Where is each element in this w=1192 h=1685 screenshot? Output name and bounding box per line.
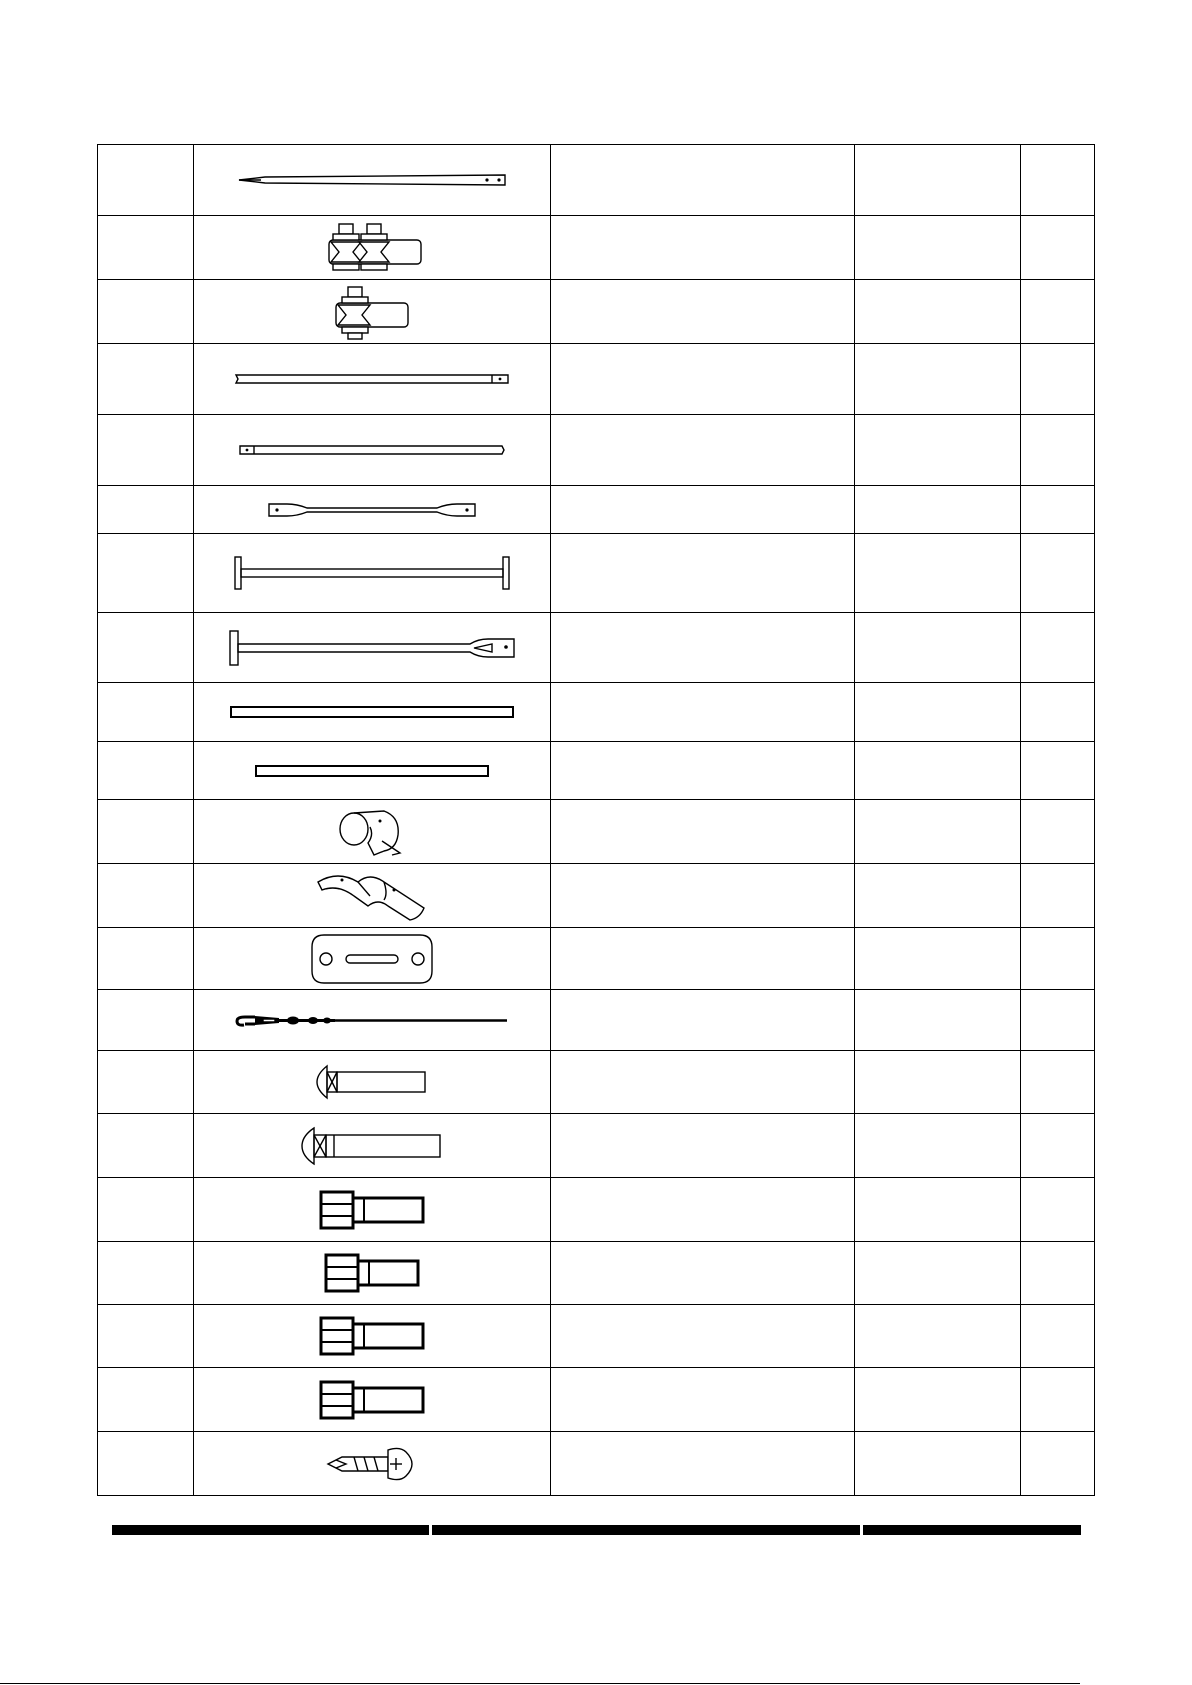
hex-bolt-short-icon [323,1252,421,1294]
part-image-cell [194,486,551,534]
part-size-cell [855,486,1021,534]
part-number-cell [98,415,194,486]
footer-rule [863,1525,1081,1535]
part-number-cell [98,742,194,800]
part-size-cell [855,864,1021,928]
part-qty-cell [1021,928,1095,990]
part-qty-cell [1021,613,1095,683]
part-image-cell [194,145,551,216]
part-qty-cell [1021,1432,1095,1496]
part-number-cell [98,486,194,534]
part-number-cell [98,1305,194,1368]
part-description-cell [551,742,855,800]
long-tube-start-hole-icon [238,443,506,457]
part-number-cell [98,864,194,928]
part-image-cell [194,1242,551,1305]
part-image-cell [194,613,551,683]
table-row [98,1242,1095,1305]
part-qty-cell [1021,486,1095,534]
tapered-ground-stake-icon [237,170,507,190]
table-row [98,683,1095,742]
part-description-cell [551,145,855,216]
part-image-cell [194,534,551,613]
turnbuckle-cable-icon [235,1011,509,1029]
part-size-cell [855,216,1021,280]
part-qty-cell [1021,864,1095,928]
part-description-cell [551,216,855,280]
short-flat-bar-icon [254,764,490,778]
part-image-cell [194,1051,551,1114]
part-number-cell [98,145,194,216]
part-number-cell [98,216,194,280]
part-description-cell [551,280,855,344]
part-description-cell [551,864,855,928]
slotted-plate-icon [310,933,434,985]
table-row [98,800,1095,864]
part-qty-cell [1021,1178,1095,1242]
part-image-cell [194,280,551,344]
pipe-clamp-icon [334,805,410,859]
part-size-cell [855,800,1021,864]
part-image-cell [194,216,551,280]
table-row [98,415,1095,486]
hex-bolt-icon [318,1379,426,1421]
part-description-cell [551,1305,855,1368]
part-description-cell [551,1051,855,1114]
t-end-tapered-rod-icon [226,629,518,667]
part-number-cell [98,1051,194,1114]
part-number-cell [98,344,194,415]
part-qty-cell [1021,1305,1095,1368]
single-roller-bracket-icon [330,283,414,341]
part-qty-cell [1021,1368,1095,1432]
part-qty-cell [1021,990,1095,1051]
table-row [98,928,1095,990]
table-row [98,534,1095,613]
long-flat-bar-icon [229,705,515,719]
part-description-cell [551,1432,855,1496]
double-pipe-clamp-icon [314,868,430,924]
part-image-cell [194,990,551,1051]
part-description-cell [551,344,855,415]
part-size-cell [855,1242,1021,1305]
part-description-cell [551,486,855,534]
part-number-cell [98,534,194,613]
table-row [98,216,1095,280]
footer-rule [432,1525,860,1535]
footer-rule [112,1525,429,1535]
table-row [98,1051,1095,1114]
flattened-end-brace-icon [267,501,477,519]
part-size-cell [855,1368,1021,1432]
t-end-crossbar-icon [231,555,513,591]
part-size-cell [855,534,1021,613]
part-size-cell [855,990,1021,1051]
part-description-cell [551,534,855,613]
part-size-cell [855,1051,1021,1114]
hex-bolt-icon [318,1189,426,1231]
part-qty-cell [1021,1051,1095,1114]
part-image-cell [194,683,551,742]
page-bottom-line [0,1683,1080,1684]
part-qty-cell [1021,280,1095,344]
part-number-cell [98,990,194,1051]
part-number-cell [98,800,194,864]
part-size-cell [855,613,1021,683]
table-row [98,990,1095,1051]
part-number-cell [98,1114,194,1178]
table-row [98,613,1095,683]
part-description-cell [551,1368,855,1432]
part-qty-cell [1021,800,1095,864]
part-description-cell [551,1114,855,1178]
part-image-cell [194,864,551,928]
parts-list-table [97,144,1095,1496]
self-drilling-screw-icon [326,1444,418,1484]
part-description-cell [551,800,855,864]
part-image-cell [194,1114,551,1178]
part-qty-cell [1021,1242,1095,1305]
part-size-cell [855,1432,1021,1496]
double-roller-bracket-icon [317,220,427,276]
part-size-cell [855,1305,1021,1368]
part-image-cell [194,1368,551,1432]
table-row [98,1305,1095,1368]
table-row [98,1178,1095,1242]
table-row [98,486,1095,534]
part-qty-cell [1021,145,1095,216]
part-number-cell [98,280,194,344]
part-image-cell [194,1432,551,1496]
part-size-cell [855,1114,1021,1178]
part-qty-cell [1021,344,1095,415]
table-row [98,1368,1095,1432]
table-row [98,280,1095,344]
hex-bolt-icon [318,1315,426,1357]
part-size-cell [855,344,1021,415]
table-row [98,1114,1095,1178]
part-description-cell [551,415,855,486]
part-qty-cell [1021,683,1095,742]
table-row [98,145,1095,216]
table-row [98,742,1095,800]
part-size-cell [855,1178,1021,1242]
part-qty-cell [1021,1114,1095,1178]
part-image-cell [194,1305,551,1368]
part-image-cell [194,344,551,415]
part-size-cell [855,928,1021,990]
part-qty-cell [1021,415,1095,486]
part-size-cell [855,683,1021,742]
carriage-bolt-short-icon [315,1064,429,1100]
part-description-cell [551,928,855,990]
part-qty-cell [1021,742,1095,800]
part-qty-cell [1021,216,1095,280]
part-number-cell [98,928,194,990]
part-size-cell [855,145,1021,216]
part-number-cell [98,1178,194,1242]
part-number-cell [98,683,194,742]
part-image-cell [194,928,551,990]
part-size-cell [855,280,1021,344]
part-image-cell [194,1178,551,1242]
part-size-cell [855,415,1021,486]
carriage-bolt-long-icon [300,1126,444,1166]
part-description-cell [551,683,855,742]
part-number-cell [98,1432,194,1496]
table-row [98,864,1095,928]
part-description-cell [551,1242,855,1305]
part-size-cell [855,742,1021,800]
part-number-cell [98,1242,194,1305]
part-image-cell [194,415,551,486]
part-image-cell [194,800,551,864]
long-tube-end-hole-icon [234,372,510,386]
part-description-cell [551,990,855,1051]
part-description-cell [551,613,855,683]
part-image-cell [194,742,551,800]
part-qty-cell [1021,534,1095,613]
part-number-cell [98,1368,194,1432]
part-number-cell [98,613,194,683]
table-row [98,344,1095,415]
table-row [98,1432,1095,1496]
part-description-cell [551,1178,855,1242]
